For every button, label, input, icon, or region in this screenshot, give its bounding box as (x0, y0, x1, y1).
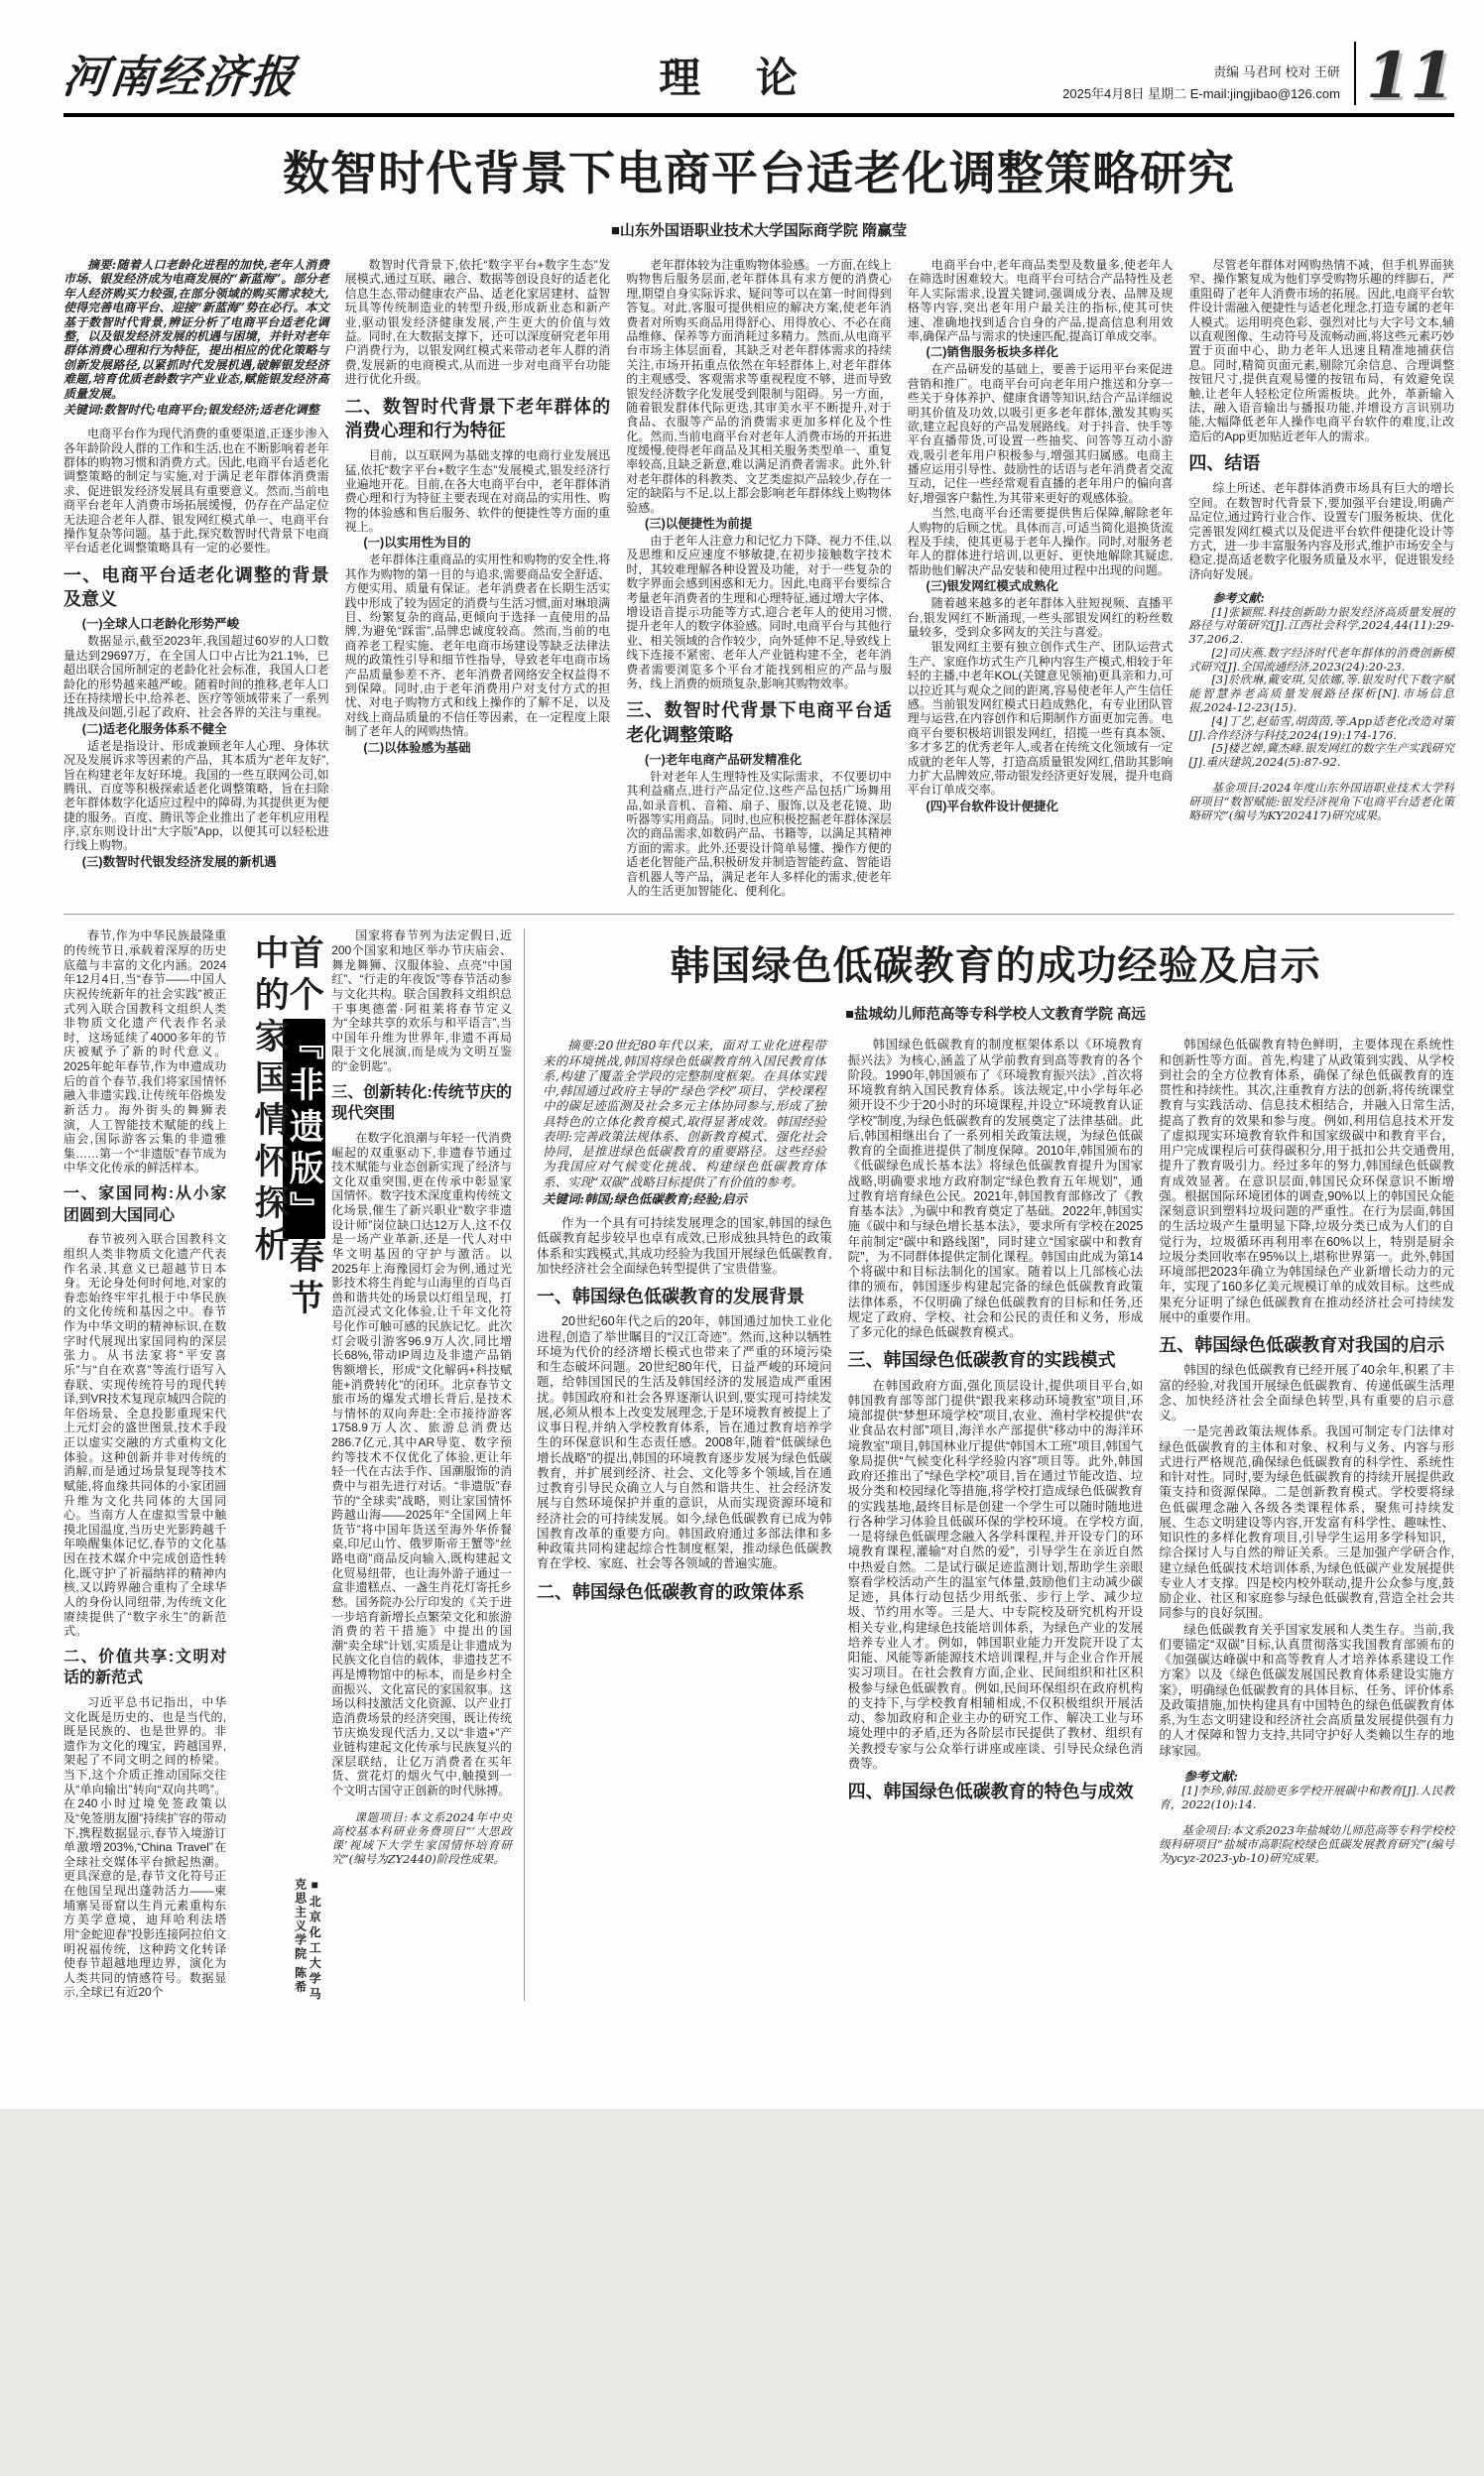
masthead-logo: 河南经济报 (60, 51, 300, 103)
paragraph: 一是完善政策法规体系。我国可制定专门法律对绿色低碳教育的主体和对象、权利与义务、内容与形式进行严格规范,确保绿色低碳教育的科学性、系统性和针对性。同时,要为绿色低碳教育的持续开展提供政策支持和资源保障。二是创新教育模式。学校要将绿色低碳理念融入各级各类课程体系，聚焦可持续发展、生态文明建设等内容,开发富有科学性、趣味性、知识性的多样化教育项目,引导学生运用多学科知识，综合探讨人与自然的辩证关系。三是加强产学研合作,建立绿色低碳技术培训体系,为绿色低碳产业发展提供专业人才支撑。四是校内校外联动,提升公众参与度,鼓励企业、社区和家庭参与绿色低碳教育,营造全社会共同参与的良好氛围。 (1159, 1424, 1454, 1621)
sub-heading: (二)以体验感为基础 (363, 740, 471, 755)
page-header (60, 34, 1454, 114)
paragraph: 春节被列入联合国教科文组织人类非物质文化遗产代表作名录,其意义已超越节日本身。无论身处何时何地,对家的眷恋始终牢牢扎根于中华民族的文化传统和基因之中。春节作为中华文明的精神标识,在数字时代展现出家国同构的深层张力。从书法家将“平安喜乐”与“自在欢喜”等流行语写入春联、实现传统符号的现代转译,到VR技术复现京城四合院的年俗场景、全息投影重现宋代上元灯会的盛世图景,技术手段正以虚实交融的方式重构文化体验。这种创新并非对传统的消解,而是通过场景复现等技术赋能,将血缘共同体的小家团圆升维为文化共同体的大国同心。当南方人在虚拟雪景中触摸北国温度,当历史光影跨越千年唤醒集体记忆,春节的文化基因在技术媒介中完成创造性转化,既守护了祈福纳祥的精神内核,又以跨界融合重构了全球华人的身份认同纽带,为传统文化赓续提供了“数字永生”的新范式。 (63, 1232, 227, 1639)
sub-heading: (四)平台软件设计便捷化 (926, 799, 1058, 813)
paragraph: 由于老年人注意力和记忆力下降、视力不佳,以及思维和反应速度不够敏捷,在初步接触数字技术时，其较难理解各种设置及功能，对于一些复杂的数字界面会感到困惑和无力。因此,电商平台要综合考量老年消费者的生理和心理特征,通过增大字体、增设语音提示功能等方式,迎合老年人的使用习惯,提升老年人的数字体验感。同时,电商平台与其他行业、相关领域的合作较少，向外延伸不足,导致线上线下连接不紧密、老年人产业链构建不全，老年消费者需要浏览多个平台才能找到相应的产品与服务，线上消费的烦琐复杂,影响其购物效率。 (626, 534, 892, 690)
paragraph: 韩国绿色低碳教育特色鲜明，主要体现在系统性和创新性等方面。首先,构建了从政策到实践、从学校到社会的全方位教育体系，确保了绿色低碳教育的连贯性和持续性。其次,注重教育方法的创新,将传统课堂教育与实践活动、信息技术相结合，并融入日常生活,提高了教育的效果和参与度。例如,利用信息技术开发了虚拟现实环境教育软件和国家级碳中和教育平台，用户完成课程后可获得碳积分,用于抵扣公共交通费用,提升了教育吸引力。经过多年的努力,韩国绿色低碳教育成效显著。在意识层面,韩国民众环保意识不断增强。根据国际环境团体的调查,90%以上的韩国民众能深刻意识到塑料垃圾问题的严重性。在行为层面,韩国的生活垃圾产生量明显下降,垃圾分类已成为人们的自觉行为，垃圾循环再利用率在60%以上，特别是厨余垃圾分类回收率在95%以上,堪称世界第一。此外,韩国环境部把2023年确立为韩国绿色产业新增长动力的元年，实现了160多亿美元规模订单的成效目标。这些成果充分证明了绿色低碳教育在推动经济社会可持续发展中的重要作用。 (1159, 1038, 1454, 1324)
reference-item: [2]司庆燕.数字经济时代老年群体的消费创新模式研究[J].全国流通经济,2023(24):20-23. (1188, 645, 1454, 674)
title-boxed: 『非遗版』 (283, 1019, 325, 1239)
section-heading: 三、韩国绿色低碳教育的实践模式 (847, 1350, 1116, 1371)
abstract-text: 摘要:20世纪80年代以来，面对工业化进程带来的环境挑战,韩国将绿色低碳教育纳入国民教育体系,构建了覆盖全学段的完整制度框架。在具体实践中,韩国通过政府主导的“绿色学校”项目、学校课程中的碳足迹监测及社会多元主体协同参与,形成了独具特色的立体化教育模式,取得显著成效。韩国经验表明:完善政策法规体系、创新教育模式、强化社会协同，是推进绿色低碳教育的重要路径。这些经验为我国应对气候变化挑战、构建绿色低碳教育体系、实现“双碳”战略目标提供了有价值的参考。 (543, 1038, 826, 1189)
paragraph: 银发网红主要有独立创作式生产、团队运营式生产、家庭作坊式生产几种内容生产模式,相较于年轻的主播,中老年KOL(关键意见领袖)更具亲和力,可以拉近其与观众之间的距离,容易使老年人产生信任感。当前银发网红模式日趋成熟化，有专业团队管理与运营,在内容创作和后期制作方面更加完善。电商平台要积极培训银发网红，招揽一些有真本领、多才多艺的优秀老年人,或者在传统文化领域有一定成就的老年人等，打造高质量银发网红,借助其影响力扩大品牌效应,带动银发经济更好发展，提升电商平台订单成交率。 (907, 640, 1174, 798)
header-info (1062, 62, 1352, 105)
keywords-line: 关键词:韩国;绿色低碳教育;经验;启示 (543, 1190, 747, 1206)
section-heading: 四、结语 (1188, 453, 1261, 474)
paragraph: 适老是指设计、形成兼顾老年人心理、身体状况及发展诉求等因素的产品，其本质为“老年友好”,旨在构建老年友好环境。我国的一些互联网公司,如腾讯、百度等积极探索适老化调整策略，旨在扫除老年群体数字化适应过程中的障碍,为其提供更为便捷的服务。百度、腾讯等企业推出了老年机应用程序,京东则设计出“大字版”App，以便其可以轻松进行线上购物。 (63, 738, 329, 853)
korea-article-byline: ■盐城幼儿师范高等专科学校人文教育学院 高远 (845, 1007, 1146, 1024)
sub-heading: (二)销售服务板块多样化 (926, 345, 1058, 360)
funding-note: 基金项目:本文系2023年盐城幼儿师范高等专科学校校级科研项目“盐城市高职院校绿色低碳发展教育研究”(编号为ycyz-2023-yb-10)研究成果。 (1159, 1823, 1454, 1866)
korea-article-title: 韩国绿色低碳教育的成功经验及启示 (670, 944, 1321, 989)
section-heading: 四、韩国绿色低碳教育的特色与成效 (847, 1782, 1134, 1802)
paragraph: 在产品研发的基础上，要善于运用平台来促进营销和推广。电商平台可向老年用户推送和分享一些关于身体养护、健康食谱等知识,结合产品详细说明其价值及功效,以吸引更多老年群体,激发其购买欲,建立起良好的产品发展路线。对于抖音、快手等平台直播带货,可设置一些抽奖、问答等互动小游戏,吸引老年用户积极参与,增强其归属感。电商主播应运用引导性、鼓励性的话语与老年消费者交流互动，记住一些经常观看直播的老年用户的偏向喜好,增强客户黏性,为其带来更好的观感体验。 (907, 362, 1174, 505)
section-divider (63, 914, 1454, 915)
paragraph: 在数字化浪潮与年轻一代消费崛起的双重驱动下,非遗春节通过技术赋能与业态创新实现了经济与文化双重突围,更在传承中彰显家国情怀。数字技术深度重构传统文化场景,催生了新兴职业“数字非遗设计师”岗位缺口达12万人,这不仅是一场产业革新,还是一代人对中华文明基因的守护与激活。以2025年上海豫园灯会为例,通过光影技术将生肖蛇与山海里的百鸟百兽和谐共处的场景以灯组呈现，打造沉浸式文化体验,让千年文化符号化作可触可感的民族记忆。此次灯会吸引游客96.9万人次,同比增长68%,带动IP周边及非遗产品销售额增长，形成“文化解码+科技赋能+消费转化”的闭环。北京春节文旅市场的爆发式增长背后,是技术与情怀的双向奔赴:全市接待游客1758.9万人次、旅游总消费达286.7亿元,其中AR导览、数字预约等技术不仅优化了体验,更让年轻一代在古法手作、国潮服饰的消费中与祖先进行对话。“非遗版”春节的“全球卖”战略，则让家国情怀跨越山海——2025年“全国网上年货节”将中国年货送至海外华侨餐桌,印尼山竹、俄罗斯帝王蟹等“丝路电商”商品反向输入,既构建起文化贸易纽带，也让海外游子通过一盒非遗糕点、一盏生肖花灯寄托乡愁。国务院办公厅印发的《关于进一步培育新增长点繁荣文化和旅游消费的若干措施》中提出的国潮“卖全球”计划,实质是让非遗成为民族文化自信的载体，非遗技艺不再是博物馆中的标本，而是乡村全面振兴、文化富民的家国叙事。这场以科技激活文化资源、以产业打造消费场景的经济突围，既让传统节庆焕发现代活力,又以“非遗+”产业链构建起文化传承与民族复兴的深层联结，让亿万消费者在买年货、赏花灯的烟火气中,触摸到一个文明古国守正创新的时代脉搏。 (331, 1130, 512, 1797)
bottom-section (63, 928, 1454, 2001)
spring-article-column-left (63, 928, 226, 2001)
paragraph: 当然,电商平台还需要提供售后保障,解除老年人购物的后顾之忧。具体而言,可适当简化退换货流程及手续，使其更易于老年人操作。同时,对服务老年人的群体进行培训,以更好、更快地解除其疑虑,帮助他们解决产品安装和使用过程中出现的问题。 (907, 506, 1174, 577)
reference-item: [1]李珍,韩国.鼓励更多学校开展碳中和教育[J].人民教育，2022(10):14. (1159, 1784, 1454, 1812)
sub-heading: (一)全球人口老龄化形势严峻 (81, 617, 240, 632)
sub-heading: (三)以便捷性为前提 (644, 517, 753, 532)
section-title: 理 论 (659, 55, 819, 101)
title-prefix: 首个 (284, 934, 325, 1019)
main-article-title: 数智时代背景下电商平台适老化调整策略研究 (283, 147, 1235, 199)
section-heading: 三、创新转化:传统节庆的现代突围 (331, 1083, 512, 1123)
header-rule (63, 113, 1454, 117)
funding-note: 基金项目:2024年度山东外国语职业技术大学科研项目“数智赋能:银发经济视角下电商平台适老化策略研究”(编号为KY202417)研究成果。 (1188, 781, 1454, 822)
paragraph: 国家将春节列为法定假日,近200个国家和地区举办节庆庙会、舞龙舞狮、汉服体验、点亮“中国红”、“行走的年夜饭”等春节活动参与文化共构。联合国教科文组织总干事奥德蕾·阿祖莱将春节定义为“全球共享的欢乐与和平语言”,当中国年升维为世界年,非遗不再局限于文化展演,而是成为文明互鉴的“金钥匙”。 (331, 928, 512, 1074)
paragraph: 数据显示,截至2023年,我国超过60岁的人口数量达到29697万，在全国人口中占比为21.1%，已超出联合国所制定的老龄化社会标准，我国人口老龄化的形势越来越严峻。随着时间的推移,老年人口还在持续增长中,给养老、医疗等领域带来了一系列挑战及问题,引起了政府、社会各界的关注与重视。 (63, 634, 329, 720)
paragraph: 在韩国政府方面,强化顶层设计,提供项目平台,如韩国教育部等部门提供“跟我来移动环境教室”项目,环境部提供“梦想环境学校”项目,农业、渔村学校提供“农业食品农村部”项目,海洋水产部提供“移动中的海洋环境教室”项目,韩国林业厅提供“韩国木工班”项目,韩国气象局提供“气候变化科学经验内容”项目等。此外,韩国政府还推出了“绿色学校”项目,旨在通过节能改造、垃圾分类和校园绿化等措施,将学校打造成绿色低碳教育的实践基地,最终目标是创建一个学生可以随时随地进行各种学习体验且低碳环保的学校环境。在学校方面,一是将绿色低碳理念融入各学科课程,并开设专门的环境教育课程,灌输“对自然的爱”，引导学生在亲近自然中热爱自然。二是试行碳足迹监测计划,帮助学生亲眼察看学校活动产生的温室气体量,鼓励他们主动减少碳足迹，具体行动包括少用纸张、步行上学、减少垃圾、节约用水等。三是大、中专院校及研究机构开设相关专业,构建绿色技能培训体系，为绿色产业的发展培养专业人才。例如，韩国职业能力开发院开设了太阳能、风能等新能源技术培训课程,并与企业合作开展实习项目。在社会教育方面,企业、民间组织和社区积极参与绿色低碳教育。例如,民间环保组织在政府机构的支持下,与学校教育相辅相成,不仅积极组织开展活动、参加政府和企业主办的研究工作、解决工业与环境处理中的矛盾,还为各阶层市民提供了教材、组织有关教授专家与公众举行讲座或座谈、引导民众绿色消费等。 (847, 1378, 1144, 1771)
keywords-line: 关键词:数智时代;电商平台;银发经济;适老化调整 (63, 402, 319, 417)
paragraph: 尽管老年群体对网购热情不减，但手机界面狭窄、操作繁复成为他们享受购物乐趣的绊脚石，严重阻碍了老年人消费市场的拓展。因此,电商平台软件设计需融入便捷性与适老化理念,打造专属的老年人模式。运用明亮色彩、强烈对比与大字号文本,辅以直观图像、生动符号及流畅动画,将这些元素巧妙置于页面中心，助力老年人迅速且精准地捕获信息。同时,精简页面元素,剔除冗余信息、合理调整按钮尺寸,提供直观易懂的按钮布局，有效避免误触,让老年人轻松定位所需板块。此外，革新输入法，融入语音输出与播报功能,并增设方言识别功能,大幅降低老年人操作电商平台软件的难度,让改造后的App更加贴近老年人的需求。 (1188, 258, 1454, 443)
paragraph: 韩国绿色低碳教育的制度框架体系以《环境教育振兴法》为核心,涵盖了从学前教育到高等教育的各个阶段。1990年,韩国颁布了《环境教育振兴法》,首次将环境教育纳入国民教育体系。该法规定,中小学每年必须开设不少于20小时的环境课程,并设立“环境教育认证学校”制度,为绿色低碳教育的发展奠定了法律基础。此后,韩国相继出台了一系列相关政策法规，为绿色低碳教育的全面推进提供了制度保障。2010年,韩国颁布的《低碳绿色成长基本法》将绿色低碳教育提升为国家战略,明确要求地方政府制定“绿色教育五年规划”，通过教育培育绿色公民。2021年,韩国教育部修改了《教育基本法》,为碳中和教育奠定了基础。2022年,韩国实施《碳中和与绿色增长基本法》，要求所有学校在2025年前制定“碳中和路线图”，同时建立“国家碳中和教育院”，为不同群体提供定制化课程。韩国由此成为第14个将碳中和目标法制化的国家。随着以上几部核心法律的颁布，韩国逐步构建起完备的绿色低碳教育政策法律体系，不仅明确了绿色低碳教育的目标和任务,还规定了政府、学校、社会和公民的责任和义务，形成了多元化的绿色低碳教育模式。 (847, 1038, 1144, 1340)
main-article (63, 137, 1454, 898)
header-divider (1354, 42, 1356, 105)
section-heading: 一、电商平台适老化调整的背景及意义 (63, 564, 329, 610)
main-article-body (63, 258, 1454, 898)
spring-article-column-right (331, 928, 512, 2001)
paragraph: 目前，以互联网为基础支撑的电商行业发展迅猛,依托“数字平台+数字生态”发展模式,银发经济行业遍地开花。目前,在各大电商平台中，老年群体消费心理和行为特征主要表现在对商品的实用性、购物的体验感和售后服务、软件的便捷性等方面的重视上。 (344, 448, 611, 535)
spring-article-byline: ■北京化工大学马克思主义学院 陈希 (293, 1877, 322, 2002)
sub-heading: (二)适老化服务体系不健全 (81, 721, 227, 736)
title-suffix: 春节中的家国情怀探析 (249, 934, 325, 1322)
paragraph: 韩国的绿色低碳教育已经开展了40余年,积累了丰富的经验,对我国开展绿色低碳教育、传递低碳生活理念、加快经济社会全面绿色转型,具有重要的启示意义。 (1159, 1363, 1454, 1424)
spring-article-title-block (236, 928, 325, 2002)
section-heading: 一、家国同构:从小家团圆到大国同心 (63, 1185, 227, 1224)
reference-item: [3]於欣琳,戴安琪,吴依娜,等.银发时代下数字赋能智慧养老高质量发展路径探析[N].市场信息报,2024-12-23(15). (1188, 673, 1454, 715)
paragraph: 习近平总书记指出，中华文化既是历史的、也是当代的,既是民族的、也是世界的。非遗作为文化的瑰宝，跨越国界,架起了不同文明之间的桥梁。当下,这个介质正推动国际交往从“单向输出”转向“双向共鸣”。在240小时过境免签政策以及“免签朋友圈”持续扩容的带动下,携程数据显示,春节入境游订单激增203%,“China Travel”在全球社交媒体平台掀起热潮。更具深意的是,春节文化符号正在他国呈现出蓬勃活力——柬埔寨吴哥窟以生肖元素重构东方美学意境，迪拜哈利法塔用“金蛇迎春”投影连接阿拉伯文明祝福传统，这种跨文化转译使春节超越地理边界，演化为人类共同的情感符号。数据显示,全球已有近20个 (63, 1694, 227, 2000)
paragraph: 绿色低碳教育关乎国家发展和人类生存。当前,我们要锚定“双碳”目标,认真贯彻落实我国教育部颁布的《加强碳达峰碳中和高等教育人才培养体系建设工作方案》以及《绿色低碳发展国民教育体系建设实施方案》，明确绿色低碳教育的具体目标、任务、评价体系及政策措施,加快构建具有中国特色的绿色低碳教育体系,为生态文明建设和经济社会高质量发展提供强有力的人才保障和智力支持,共同守护好人类赖以生存的地球家园。 (1159, 1622, 1454, 1758)
funding-note: 课题项目:本文系2024年中央高校基本科研业务费项目“‘大思政课’视域下大学生家国情怀培育研究”(编号为ZY2440)阶段性成果。 (331, 1809, 512, 1866)
reference-item: [4]丁艺,赵茹雪,胡茵茵,等.App适老化改造对策[J].合作经济与科技,2024(19):174-176. (1188, 713, 1454, 742)
section-heading: 二、数智时代背景下老年群体的消费心理和行为特征 (344, 396, 611, 440)
section-heading: 二、价值共享:文明对话的新范式 (63, 1648, 227, 1687)
references-heading: 参考文献: (1183, 1768, 1238, 1784)
section-heading: 五、韩国绿色低碳教育对我国的启示 (1159, 1335, 1445, 1356)
main-article-byline: ■山东外国语职业技术大学国际商学院 隋赢莹 (610, 222, 908, 239)
sub-heading: (一)老年电商产品研发精准化 (644, 752, 803, 767)
paragraph: 随着越来越多的老年群体入驻短视频、直播平台,银发网红不断涌现,一些头部银发网红的粉丝数量较多，受到众多网友的关注与喜爱。 (907, 596, 1174, 639)
reference-item: [5]楼艺婵,冀杰峰.银发网红的数字生产实践研究[J].重庆建筑,2024(5):87-92. (1188, 741, 1454, 770)
spring-festival-article (63, 928, 512, 2001)
dateline: 2025年4月8日 星期二 E-mail:jingjibao@126.com (1062, 85, 1340, 101)
paragraph: 数智时代背景下,依托“数字平台+数字生态”发展模式,通过互联、融合、数据等创设良好的适老化信息生态,带动健康农产品、适老化家居建材、益智玩具等传统制造业的转型升级,形成新业态和新产业,驱动银发经济健康发展,产生更大的价值与效益。同时,在大数据支撑下，还可以深度研究老年用户消费行为，以银发网红模式来带动老年人群的消费,发展新的电商模式,从而进一步对电商平台功能进行优化升级。 (344, 258, 611, 387)
sub-heading: (三)银发网红模式成熟化 (926, 579, 1058, 594)
paragraph: 20世纪60年代之后的20年，韩国通过加快工业化进程,创造了举世瞩目的“汉江奇迹”。然而,这种以牺牲环境为代价的经济增长模式也带来了严重的环境污染和生态破坏问题。20世纪80年代，日益严峻的环境问题，给韩国国民的生活及韩国经济的发展造成严重困扰。韩国政府和社会各界逐渐认识到,要实现可持续发展,必须从根本上改变发展理念,于是环境教育被提上了议事日程,并纳入学校教育体系，旨在通过教育培养学生的环保意识和生态责任感。2008年,随着“低碳绿色增长战略”的提出,韩国的环境教育逐步发展为绿色低碳教育，并扩展到经济、社会、文化等多个领域,旨在通过教育引导民众确立人与自然和谐共生、社会经济发展与自然环境保护并重的意识，从而实现资源环境和经济社会的可持续发展。如今,绿色低碳教育已成为韩国教育改革的重要方向。韩国政府通过多部法律和多种政策共同构建起综合性制度框架，推动绿色低碳教育在学校、家庭、社会等各领域的普遍实施。 (537, 1314, 832, 1571)
references-heading: 参考文献: (1212, 591, 1265, 606)
spring-article-title (236, 928, 325, 1322)
sub-heading: (三)数智时代银发经济发展的新机遇 (81, 854, 277, 869)
paragraph: 老年群体较为注重购物体验感。一方面,在线上购物售后服务层面,老年群体具有求方便的消费心理,期望自身实际诉求、疑问等可以在第一时间得到答复。对此,客服可提供相应的解决方案,使老年消费者对所购买商品用得舒心、用得放心、不必在商品维修、保养等方面消耗过多精力。然而,从电商平台市场主体层面看，其缺乏对老年群体需求的持续关注,市场开拓重点依然在年轻群体上,对老年群体的主观感受、客观需求等重视程度不够，进而导致银发经济数字化发展受到限制与阻碍。另一方面，随着银发群体代际更迭,其审美水平不断提升,对于食品、衣服等产品的消费需求更加多样化及个性化。然而,当前电商平台对老年人消费市场的开拓进度缓慢,使得老年商品及其相关服务类型单一、重复率较高,且缺乏新意,难以满足消费者需求。此外,针对老年群体的科教类、文艺类虚拟产品较少,存在一定的缺陷与不足,以上都会影响老年群体线上购物体验感。 (626, 258, 892, 515)
abstract-text: 摘要:随着人口老龄化进程的加快,老年人消费市场、银发经济成为电商发展的“新蓝海”。部分老年人经济购买力较强,在部分领域的购买需求较大,使得完善电商平台、迎接“新蓝海”势在必行。本文基于数智时代背景,辨证分析了电商平台适老化调整，以及银发经济发展的机遇与困境，并针对老年群体消费心理和行为特征，提出相应的优化策略与创新发展路径,以紧抓时代发展机遇,破解银发经济难题,培育优质老龄数字产业业态,赋能银发经济高质量发展。 (63, 258, 329, 401)
paragraph: 春节,作为中华民族最隆重的传统节日,承载着深厚的历史底蕴与丰富的文化内涵。2024年12月4日,当“春节——中国人庆祝传统新年的社会实践”被正式列入联合国教科文组织人类非物质文化遗产代表作名录时，这场延续了4000多年的节庆被赋予了新的时代意义。2025年蛇年春节,作为申遗成功后的首个春节,我们将家国情怀融入非遗实践,让传统年俗焕发新活力。海外街头的舞狮表演，人工智能技术赋能的线上庙会,国际游客云集的非遗雅集……第一个“非遗版”春节成为中华文化传承的鲜活样本。 (63, 928, 227, 1176)
section-heading: 二、韩国绿色低碳教育的政策体系 (537, 1581, 804, 1602)
reference-item: [1]张颖熙.科技创新助力银发经济高质量发展的路径与对策研究[J].江西社会科学,2024,44(11):29-37,206,2. (1188, 604, 1454, 647)
paragraph: 作为一个具有可持续发展理念的国家,韩国的绿色低碳教育起步较早也卓有成效,已形成独具特色的政策体系和实践模式,其成功经验为我国开展绿色低碳教育,加快经济社会全面绿色转型提供了宝贵借鉴。 (537, 1216, 832, 1276)
sub-heading: (一)以实用性为目的 (363, 536, 471, 551)
paragraph: 电商平台中,老年商品类型及数量多,使老年人在筛选时困难较大。电商平台可结合产品特性及老年人实际需求,设置关键词,强调成分表、品牌及规格等内容,突出老年用户最关注的指标,使其可快速、准确地找到适合自身的产品,提高信息利用效率,确保产品与需求的快速匹配,提高订单成交率。 (907, 258, 1174, 343)
paragraph: 老年群体注重商品的实用性和购物的安全性,将其作为购物的第一目的与追求,需要商品安全舒适、方便实用、质量有保证。老年消费者在长期生活实践中形成了较为固定的消费与生活习惯,面对琳琅满目、纷繁复杂的商品,更倾向于选择一直使用的品牌,为避免“踩雷”,品牌忠诚度较高。然而,当前的电商养老工程实施、老年电商市场建设等缺乏法律法规的政策性引导和细节性指导，导致老年电商市场产品质量参差不齐、老年消费者网络安全权益得不到保障。同时,由于老年消费用户对支付方式的担忧、对电子购物方式和线上操作的了解不足，以及对线上商品质量的不信任等因素，在一定程度上限制了老年人的网购热情。 (344, 553, 611, 739)
paragraph: 针对老年人生理特性及实际需求，不仅要切中其利益痛点,进行产品定位,这些产品包括广场舞用品,如录音机、音箱、扇子、服饰,以及老花镜、助听器等实用商品。同时,也应积极挖掘老年群体深层次的商品需求,如数码产品、书籍等，以满足其精神方面的需求。此外,还要设计简单易懂、操作方便的适老化智能产品,积极研发并制造智能药盒、智能语音机器人等产品，满足老年人多样化的需求,使老年人的生活更加智能化、便利化。 (626, 769, 892, 899)
korea-article (537, 928, 1454, 2001)
section-heading: 一、韩国绿色低碳教育的发展背景 (537, 1287, 804, 1307)
page-number: 11 (1365, 39, 1454, 114)
korea-article-body (537, 1038, 1454, 1865)
section-heading: 三、数智时代背景下电商平台适老化调整策略 (626, 700, 892, 745)
paragraph: 综上所述、老年群体消费市场具有巨大的增长空间。在数智时代背景下,要加强平台建设,明确产品定位,通过跨行业合作、设置专门服务板块、优化完善银发网红模式以及促进平台软件便捷化设计等方式，进一步丰富服务内容及形式,维护市场安全与稳定,提高适老数字化服务质量及水平，促进银发经济向好发展。 (1188, 481, 1454, 581)
paragraph: 电商平台作为现代消费的重要渠道,正逐步渗入各年龄阶段人群的工作和生活,也在不断影响着老年群体的购物习惯和消费方式。因此,电商平台适老化调整策略的制定与实施,对于满足老年群体消费需求、促进银发经济发展具有重要意义。然而,当前电商平台老年人消费市场拓展缓慢，仍存在产品定位无法迎合老年人群、银发网红模式单一、电商平台操作复杂等问题。基于此,探究数智时代背景下电商平台适老化调整策略具有一定的必要性。 (63, 427, 329, 556)
vertical-rule (524, 928, 525, 2001)
editors-line: 责编 马君珂 校对 王研 (1213, 63, 1340, 79)
